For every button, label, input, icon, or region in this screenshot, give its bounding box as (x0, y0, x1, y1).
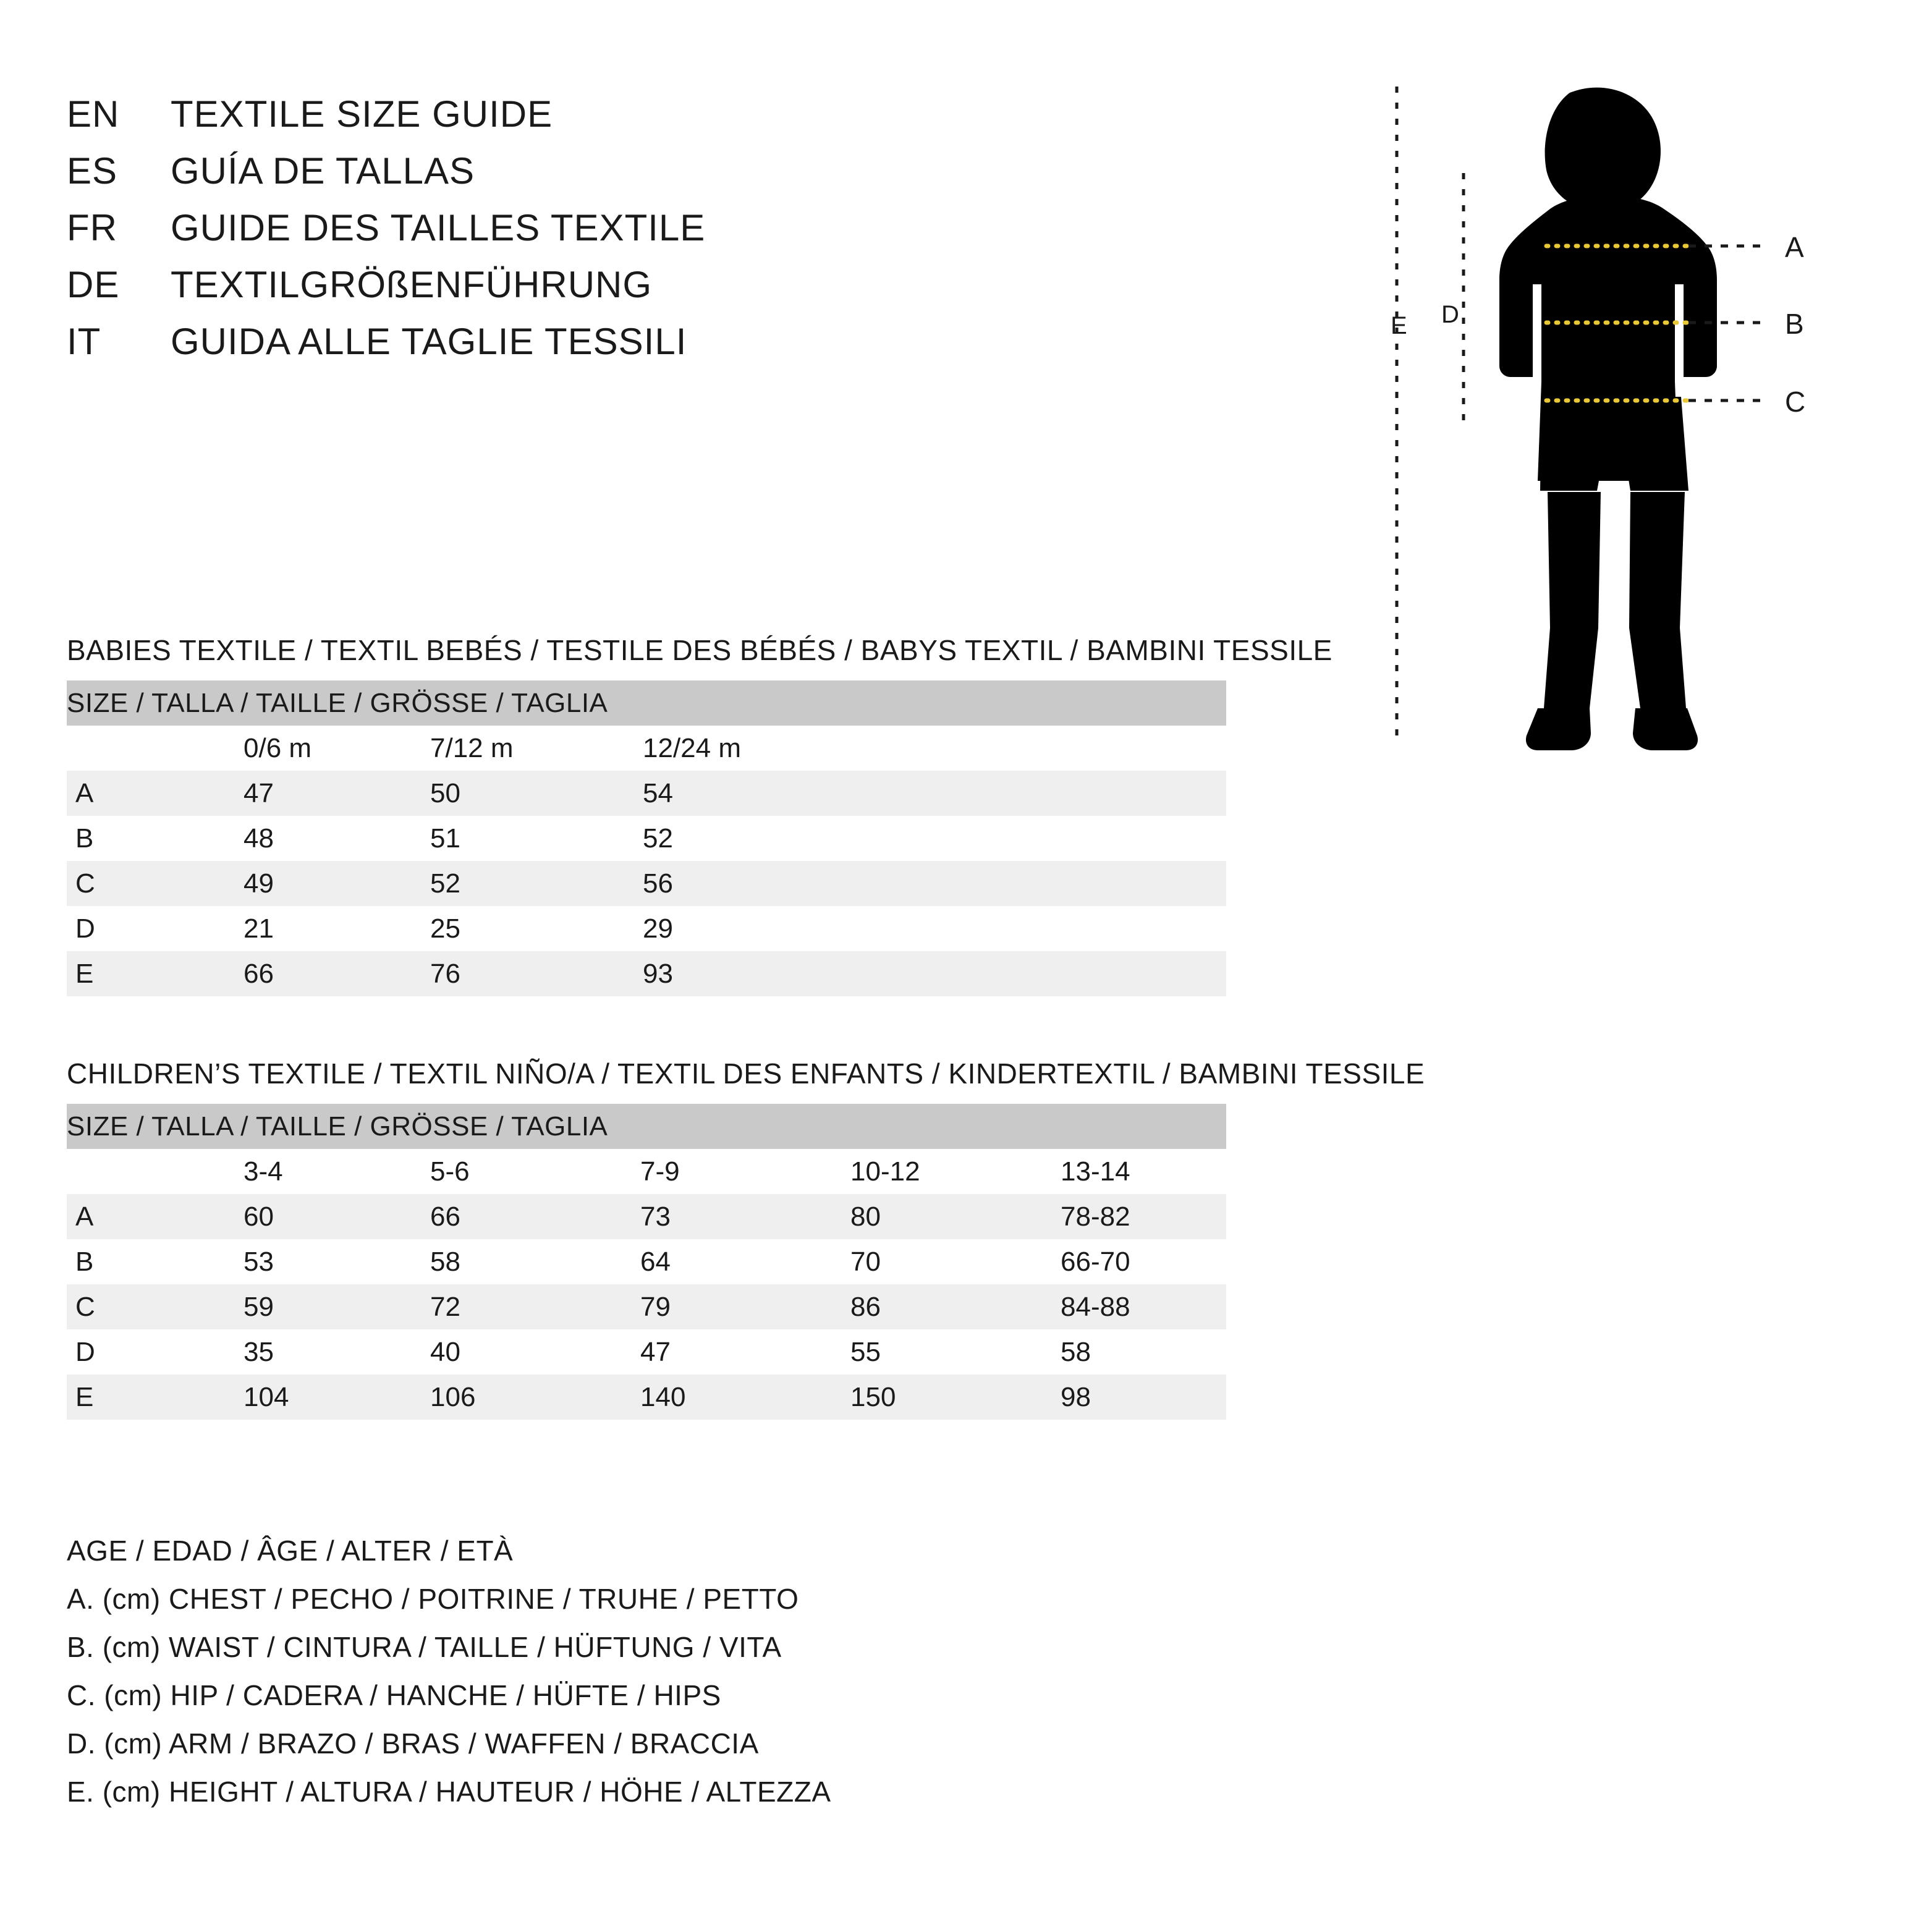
children-row-label-d: D (67, 1329, 184, 1375)
children-row-label-e: E (67, 1375, 184, 1420)
measurement-legend (67, 1527, 1426, 1816)
children-corner-cell (67, 1149, 184, 1194)
legend-waist: B. (cm) WAIST / CINTURA / TAILLE / HÜFTUNG / VITA (67, 1631, 782, 1663)
babies-row-label-c: C (67, 861, 184, 906)
babies-row-label-d: D (67, 906, 184, 951)
children-a-0: 60 (184, 1194, 394, 1239)
children-row-label-c: C (67, 1284, 184, 1329)
children-row-label-b: B (67, 1239, 184, 1284)
babies-corner-cell (67, 726, 184, 771)
children-d-4: 58 (1025, 1329, 1226, 1375)
children-b-0: 53 (184, 1239, 394, 1284)
babies-b-1: 51 (394, 816, 604, 861)
measurement-figure (1384, 80, 1873, 766)
children-c-4: 84-88 (1025, 1284, 1226, 1329)
children-col-4: 13-14 (1025, 1149, 1226, 1194)
child-silhouette (1499, 88, 1717, 750)
children-a-3: 80 (815, 1194, 1025, 1239)
table-row (67, 1194, 1226, 1239)
legend-arm: D. (cm) ARM / BRAZO / BRAS / WAFFEN / BRACCIA (67, 1727, 759, 1760)
babies-size-table (67, 680, 1226, 996)
language-text-it: GUIDA ALLE TAGLIE TESSILI (171, 321, 687, 362)
babies-row-label-b: B (67, 816, 184, 861)
legend-age: AGE / EDAD / ÂGE / ALTER / ETÀ (67, 1535, 514, 1567)
language-code-en: EN (67, 93, 120, 135)
children-col-2: 7-9 (604, 1149, 815, 1194)
language-code-fr: FR (67, 207, 117, 248)
babies-col-0: 0/6 m (184, 726, 394, 771)
babies-header-band (67, 680, 1226, 726)
children-section-title: CHILDREN’S TEXTILE / TEXTIL NIÑO/A / TEXTIL DES ENFANTS / KINDERTEXTIL / BAMBINI TESSILE (67, 1057, 1425, 1090)
babies-column-header-row (67, 726, 1226, 771)
babies-e-2: 93 (604, 951, 1226, 996)
children-a-4: 78-82 (1025, 1194, 1226, 1239)
figure-label-b: B (1785, 308, 1804, 340)
children-d-0: 35 (184, 1329, 394, 1375)
children-c-3: 86 (815, 1284, 1025, 1329)
babies-d-1: 25 (394, 906, 604, 951)
babies-b-2: 52 (604, 816, 1226, 861)
children-b-3: 70 (815, 1239, 1025, 1284)
children-c-1: 72 (394, 1284, 604, 1329)
children-e-2: 140 (604, 1375, 815, 1420)
babies-a-1: 50 (394, 771, 604, 816)
babies-d-0: 21 (184, 906, 394, 951)
language-title-list (67, 93, 1117, 377)
children-a-2: 73 (604, 1194, 815, 1239)
language-row-es (67, 150, 1117, 206)
children-d-2: 47 (604, 1329, 815, 1375)
language-row-fr (67, 206, 1117, 263)
children-b-1: 58 (394, 1239, 604, 1284)
babies-col-2: 12/24 m (604, 726, 1226, 771)
babies-c-0: 49 (184, 861, 394, 906)
figure-label-c: C (1785, 386, 1806, 418)
legend-height: E. (cm) HEIGHT / ALTURA / HAUTEUR / HÖHE / ALTEZZA (67, 1776, 831, 1808)
language-code-de: DE (67, 264, 120, 305)
children-b-2: 64 (604, 1239, 815, 1284)
language-text-fr: GUIDE DES TAILLES TEXTILE (171, 207, 706, 248)
babies-col-1: 7/12 m (394, 726, 604, 771)
children-size-table (67, 1104, 1226, 1420)
legend-hip: C. (cm) HIP / CADERA / HANCHE / HÜFTE / HIPS (67, 1679, 721, 1711)
figure-label-d: D (1441, 301, 1459, 328)
figure-label-e: E (1391, 312, 1407, 339)
language-text-en: TEXTILE SIZE GUIDE (171, 93, 553, 135)
children-e-1: 106 (394, 1375, 604, 1420)
table-row (67, 906, 1226, 951)
babies-section (67, 633, 1332, 996)
children-column-header-row (67, 1149, 1226, 1194)
children-row-label-a: A (67, 1194, 184, 1239)
babies-section-title: BABIES TEXTILE / TEXTIL BEBÉS / TESTILE DES BÉBÉS / BABYS TEXTIL / BAMBINI TESSILE (67, 634, 1332, 666)
babies-e-0: 66 (184, 951, 394, 996)
children-b-4: 66-70 (1025, 1239, 1226, 1284)
children-e-0: 104 (184, 1375, 394, 1420)
children-e-3: 150 (815, 1375, 1025, 1420)
babies-a-0: 47 (184, 771, 394, 816)
figure-label-a: A (1785, 231, 1804, 263)
babies-e-1: 76 (394, 951, 604, 996)
children-c-0: 59 (184, 1284, 394, 1329)
table-row (67, 951, 1226, 996)
children-c-2: 79 (604, 1284, 815, 1329)
language-code-it: IT (67, 321, 101, 362)
babies-header-band-label: SIZE / TALLA / TAILLE / GRÖSSE / TAGLIA (67, 680, 1226, 726)
table-row (67, 861, 1226, 906)
children-col-3: 10-12 (815, 1149, 1025, 1194)
language-text-de: TEXTILGRÖßENFÜHRUNG (171, 264, 653, 305)
table-row (67, 816, 1226, 861)
children-header-band (67, 1104, 1226, 1149)
table-row (67, 1284, 1226, 1329)
children-section (67, 1057, 1425, 1420)
language-row-de (67, 263, 1117, 320)
table-row (67, 1375, 1226, 1420)
table-row (67, 771, 1226, 816)
children-header-band-label: SIZE / TALLA / TAILLE / GRÖSSE / TAGLIA (67, 1104, 1226, 1149)
children-a-1: 66 (394, 1194, 604, 1239)
table-row (67, 1329, 1226, 1375)
babies-d-2: 29 (604, 906, 1226, 951)
children-d-3: 55 (815, 1329, 1025, 1375)
babies-row-label-a: A (67, 771, 184, 816)
table-row (67, 1239, 1226, 1284)
children-col-1: 5-6 (394, 1149, 604, 1194)
language-row-it (67, 320, 1117, 377)
babies-a-2: 54 (604, 771, 1226, 816)
language-row-en (67, 93, 1117, 150)
language-code-es: ES (67, 150, 118, 192)
babies-c-1: 52 (394, 861, 604, 906)
babies-b-0: 48 (184, 816, 394, 861)
children-col-0: 3-4 (184, 1149, 394, 1194)
legend-chest: A. (cm) CHEST / PECHO / POITRINE / TRUHE / PETTO (67, 1583, 799, 1615)
babies-row-label-e: E (67, 951, 184, 996)
children-e-4: 98 (1025, 1375, 1226, 1420)
language-text-es: GUÍA DE TALLAS (171, 150, 475, 192)
children-d-1: 40 (394, 1329, 604, 1375)
babies-c-2: 56 (604, 861, 1226, 906)
